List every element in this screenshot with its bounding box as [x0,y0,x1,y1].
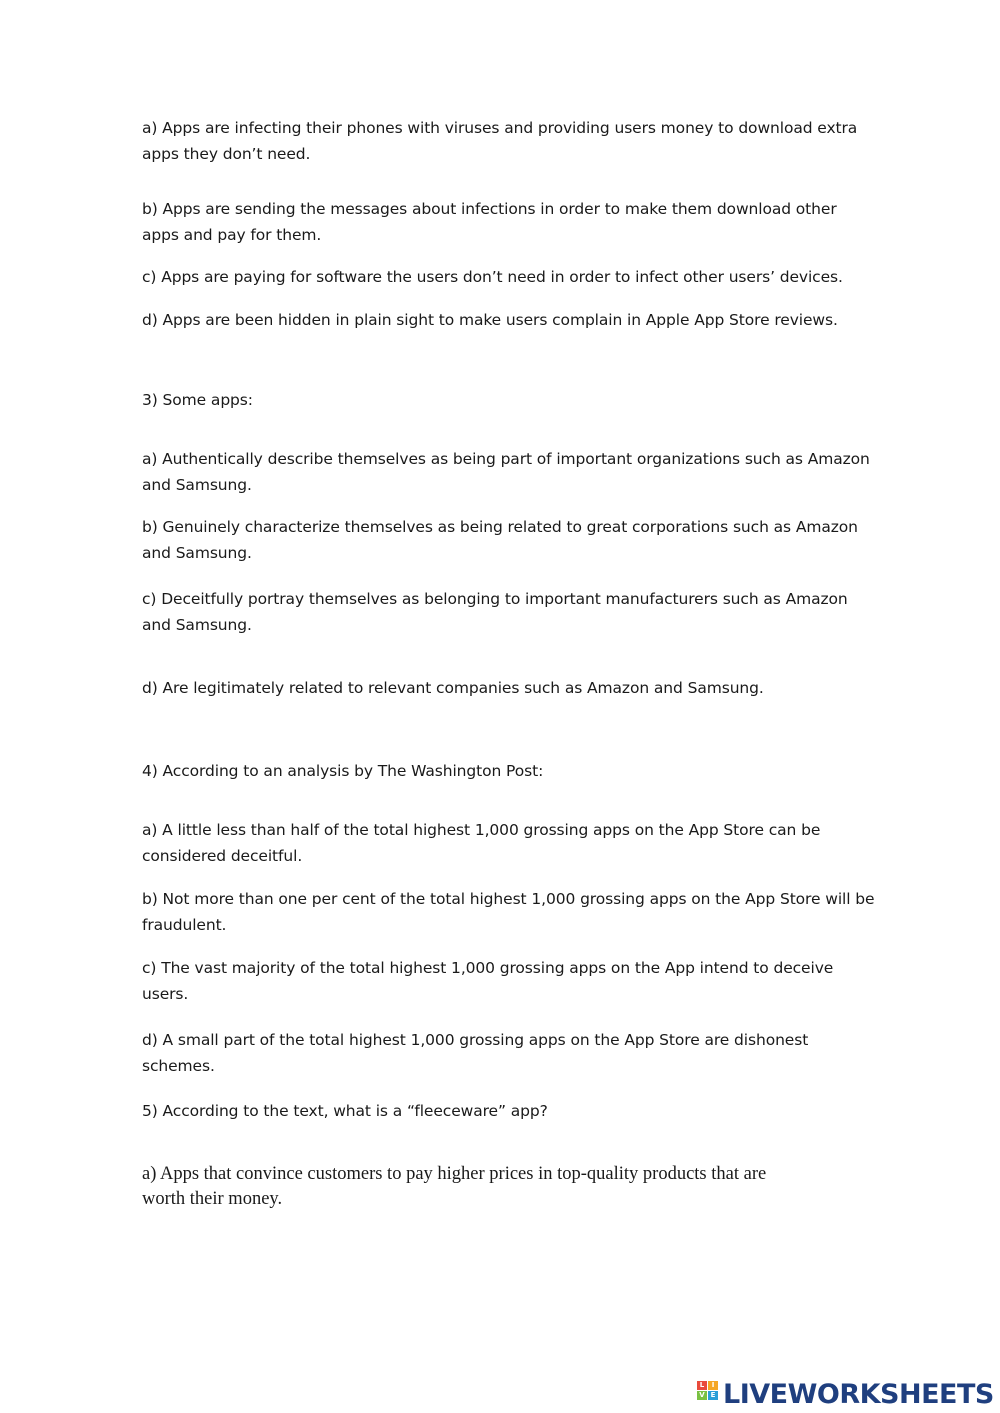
liveworksheets-logo[interactable] [697,1377,997,1411]
q4-option-b [142,886,875,938]
q4-option-d-line-1: d) A small part of the total highest 1,000 grossing apps on the App Store are dishonest [142,1031,809,1049]
q4-option-d-line-2: schemes. [142,1057,215,1075]
q3-option-b-line-2: and Samsung. [142,544,252,562]
q3-option-a-line-1: a) Authentically describe themselves as being part of important organizations such as Amazon [142,450,870,468]
q5-option-a-line-1: a) Apps that convince customers to pay higher prices in top-quality products that are [142,1164,767,1184]
q4-option-c-line-1: c) The vast majority of the total highest 1,000 grossing apps on the App intend to deceive [142,959,834,977]
logo-mark-tile: E [708,1391,718,1400]
q2-option-a [142,115,862,167]
q4-option-a [142,817,862,869]
q5-option-a [142,1162,862,1212]
q3-option-a-line-2: and Samsung. [142,476,252,494]
q2-option-d-line-1: d) Apps are been hidden in plain sight to make users complain in Apple App Store reviews. [142,311,838,329]
q4-option-a-line-1: a) A little less than half of the total highest 1,000 grossing apps on the App Store can be [142,821,821,839]
q4-option-d [142,1027,862,1079]
q2-option-c-line-1: c) Apps are paying for software the users don’t need in order to infect other users’ devices. [142,268,843,286]
q3-option-b [142,514,862,566]
logo-mark-tile: L [697,1381,707,1390]
q3-option-c-line-1: c) Deceitfully portray themselves as belonging to important manufacturers such as Amazon [142,590,848,608]
logo-mark-tile: V [697,1391,707,1400]
q4-option-a-line-2: considered deceitful. [142,847,303,865]
q2-option-a-line-2: apps they don’t need. [142,145,311,163]
q2-option-a-line-1: a) Apps are infecting their phones with viruses and providing users money to download extra [142,119,858,137]
q4-option-c-line-2: users. [142,985,189,1003]
q3-option-d [142,675,862,701]
liveworksheets-mark-icon [697,1379,721,1409]
q5-option-a-line-2: worth their money. [142,1189,283,1209]
q2-option-d [142,307,862,333]
q4-question: 4) According to an analysis by The Washington Post: [142,762,544,780]
q2-option-c [142,264,862,290]
q2-option-b-line-1: b) Apps are sending the messages about infections in order to make them download other [142,200,837,218]
liveworksheets-wordmark: LIVEWORKSHEETS [723,1378,994,1410]
q4-option-b-line-1: b) Not more than one per cent of the total highest 1,000 grossing apps on the App Store will be [142,890,875,908]
q2-option-b-line-2: apps and pay for them. [142,226,322,244]
logo-mark-tile: I [708,1381,718,1390]
q3-option-c-line-2: and Samsung. [142,616,252,634]
q2-option-b [142,196,862,248]
q3-question: 3) Some apps: [142,391,253,409]
q4-option-c [142,955,862,1007]
q3-option-c [142,586,862,638]
q4-option-b-line-2: fraudulent. [142,916,227,934]
q3-option-b-line-1: b) Genuinely characterize themselves as being related to great corporations such as Amazon [142,518,858,536]
q3-option-a [142,446,870,498]
q3-option-d-line-1: d) Are legitimately related to relevant companies such as Amazon and Samsung. [142,679,764,697]
q5-question: 5) According to the text, what is a “fleeceware” app? [142,1102,548,1120]
